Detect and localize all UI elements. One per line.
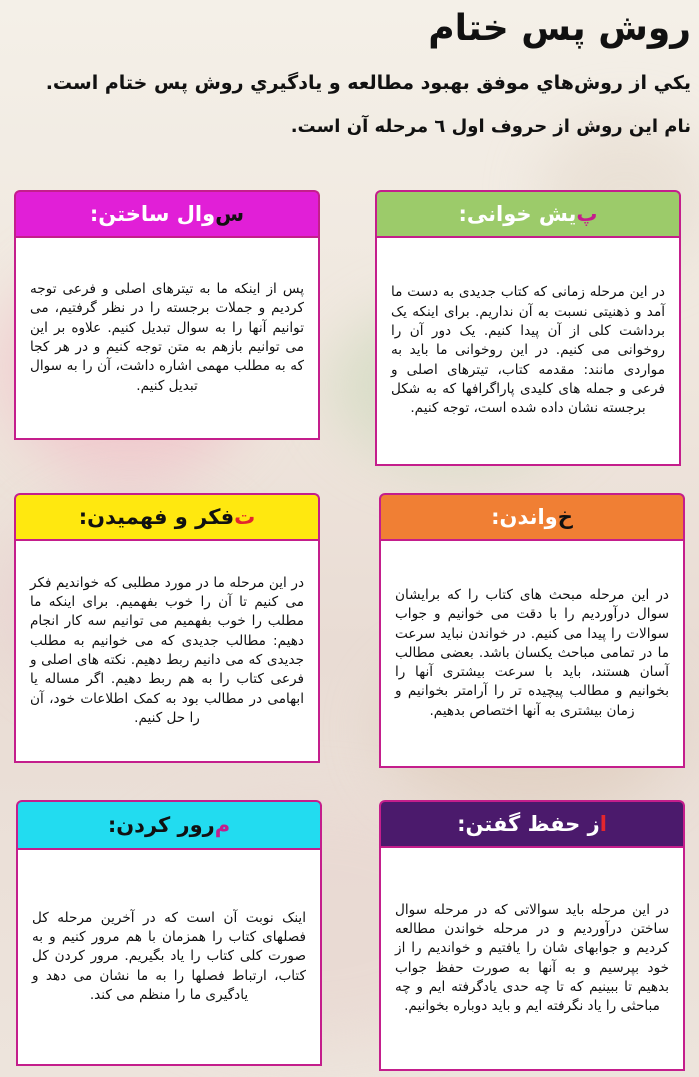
card-body-text: پس از اینکه ما به تیترهای اصلی و فرعی توجه کردیم و جملات برجسته را در نظر گرفتیم، می توانیم آنها را به سوال تبدیل کنیم. علاوه بر این می توانیم بازهم به متن توجه کنیم و در هر کجا که به مطلب مهمی اشاره داشت، آن را به سوال تبدیل کنیم. (30, 281, 304, 394)
card-body-text: در این مرحله مبحث های کتاب را که برایشان سوال درآوردیم را با دقت می خوانیم و جواب سوالات را پیدا می کنیم. در خواندن نباید سرعت ما در تمامی مباحث یکسان باشد. بعضی مطالب آسان هستند، باید با سرعت بیشتری آنها را بخوانیم و مطالب پیچیده تر را آرامتر بخوانیم و زمان بیشتری به آنها اختصاص بدهیم. (395, 586, 669, 719)
card-header-first-letter: ا (599, 812, 607, 836)
card-body (14, 539, 320, 763)
card-header-text: یش خوانی: (458, 202, 577, 226)
card-header (14, 493, 320, 539)
card-az-hefz-goftan (379, 800, 685, 1071)
card-header-text: فکر و فهمیدن: (78, 505, 235, 529)
card-header (379, 493, 685, 539)
card-body-text: اینک نوبت آن است که در آخرین مرحله کل فصلهای کتاب را همزمان با هم مرور کنیم و به صورت کلی کتاب را یاد بگیریم. مرور کردن کل کتاب، ارتباط فصلها را به ما نشان می دهد و یادگیری ما را منظم می کند. (32, 909, 306, 1003)
card-header-first-letter: ت (234, 505, 256, 529)
card-header (375, 190, 681, 236)
page-title: روش پس ختام (428, 8, 691, 49)
card-soal-sakhtan (14, 190, 320, 440)
card-khandan (379, 493, 685, 768)
intro-line-1: يکي از روش‌هاي موفق بهبود مطالعه و يادگيري روش پس ختام است. (45, 72, 691, 94)
card-header-text: واندن: (491, 505, 558, 529)
card-header-text: وال ساختن: (89, 202, 216, 226)
card-header-first-letter: خ (557, 505, 573, 529)
card-header-text: رور کردن: (107, 813, 215, 837)
intro-line-2: نام اين روش از حروف اول ٦ مرحله آن است. (290, 116, 691, 137)
card-header-text: ز حفظ گفتن: (457, 812, 600, 836)
card-header (379, 800, 685, 846)
card-pish-khani (375, 190, 681, 466)
card-body-text: در این مرحله زمانی که کتاب جدیدی به دست ما آمد و ذهنیتی نسبت به آن نداریم. برای اینکه یک برداشت کلی از آن پیدا کنیم. یک دور آن را روخوانی می کنیم. در این روخوانی ما باید به مواردی مانند: مقدمه کتاب، تیترهای اصلی و فرعی و جمله های کلیدی پاراگرافها که به شکل برجسته نشان داده شده است، توجه کنیم. (391, 284, 665, 417)
card-body (14, 236, 320, 440)
card-body (375, 236, 681, 466)
card-body-text: در این مرحله ما در مورد مطلبی که خواندیم فکر می کنیم تا آن را خوب بفهمیم. برای اینکه ما مطلب را خوب بفهمیم می توانیم سه کار انجام دهیم: مطالب جدیدی که می خوانیم به مطلب جدیدی که می دانیم ربط دهیم. نکته های اصلی و فرعی کتاب را به هم ربط دهیم. اگر مساله یا ابهامی در مطالب بود به کمک اطلاعات خود، آن را حل کنیم. (30, 574, 304, 726)
card-header-first-letter: پ (576, 202, 598, 226)
card-body (379, 539, 685, 768)
card-header-first-letter: س (215, 202, 245, 226)
card-header (14, 190, 320, 236)
card-header (16, 800, 322, 848)
card-body (16, 848, 322, 1066)
card-tafakor-fahmidan (14, 493, 320, 763)
card-morur-kardan (16, 800, 322, 1066)
card-body (379, 846, 685, 1071)
card-body-text: در این مرحله باید سوالاتی که در مرحله سوال ساختن درآوردیم و در مرحله خواندن مطالعه کردیم و جوابهای شان را یافتیم و خواندیم را از خود بپرسیم و به آنها به صورت حفظ جواب بدهیم تا ببینیم که تا چه حدی یادگرفته ایم و چه مباحثی را یاد نگرفته ایم و باید دوباره بخوانیم. (395, 901, 669, 1015)
card-header-first-letter: م (214, 813, 231, 837)
